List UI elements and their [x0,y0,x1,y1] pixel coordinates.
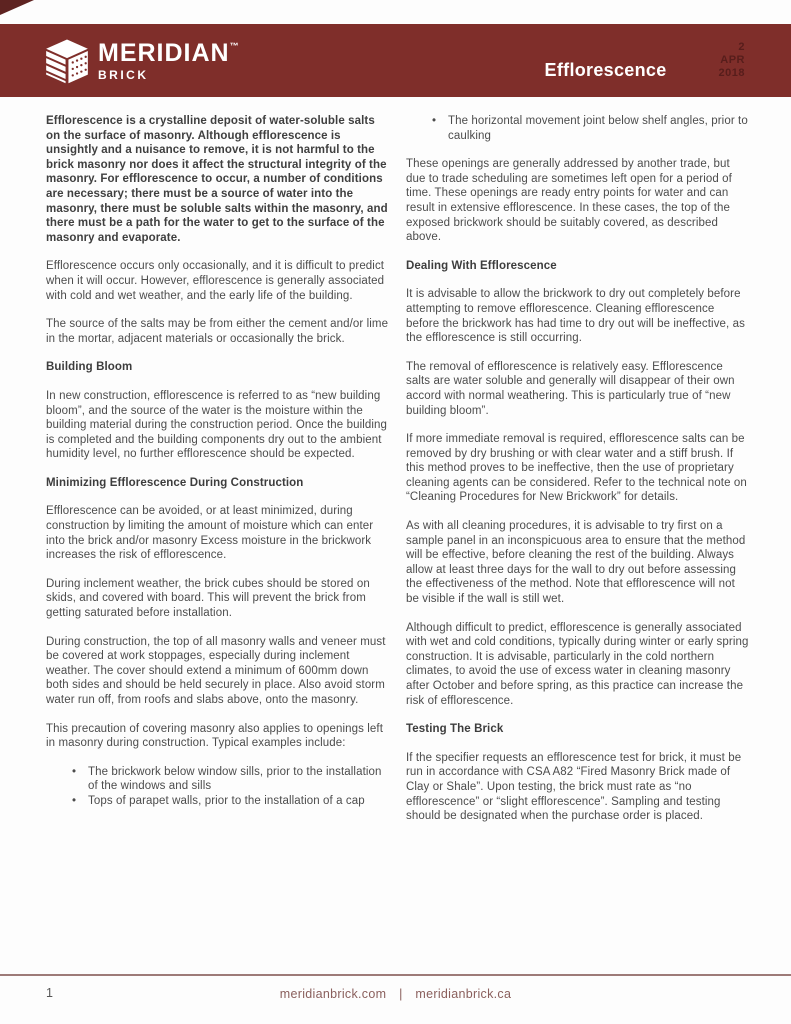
bullet-icon: • [432,115,437,127]
brick-stack-icon [44,37,90,85]
paragraph: If the specifier requests an efflorescence test for brick, it must be run in accordance with CSA A82 “Fired Masonry Brick made of Clay or Shale”. Upon testing, the brick must rate as “no efflorescence” or “slight efflorescence”. Sampling and testing should be designated when the purchase order is placed. [406,751,742,823]
date-month: APR [720,54,745,66]
paragraph: Although difficult to predict, efflorescence is generally associated with wet and cold conditions, typically during winter or early spring construction. It is advisable, particularly in the cold northern climates, to avoid the use of excess water in cleaning masonry after October and before spring, as this practice can increase the risk of efflorescence. [406,621,749,707]
list-item-text: The brickwork below window sills, prior to the installation of the windows and sills [88,765,382,793]
page-corner-artifact [0,0,34,15]
document-title: Efflorescence [544,60,667,80]
paragraph: The source of the salts may be from either the cement and/or lime in the mortar, adjacent materials or occasionally the brick. [46,318,389,345]
link-meridianbrick-com[interactable]: meridianbrick.com [279,987,387,1001]
list-item [46,765,390,794]
date-day: 2 [738,41,745,53]
paragraph: If more immediate removal is required, efflorescence salts can be removed by dry brushing or with clear water and a stiff brush. If this method proves to be ineffective, then the use of proprietary cleaning agents can be considered. Refer to the technical note on “Cleaning Procedures for New Brickwork” for details. [406,433,747,504]
brand-sub-name: BRICK [98,67,149,82]
document-body [46,114,750,838]
page-number: 1 [46,986,53,1000]
bullet-list [46,765,390,809]
paragraph: This precaution of covering masonry also applies to openings left in masonry during construction. Typical examples include: [46,722,383,750]
section-heading-building-bloom: Building Bloom [46,361,133,374]
bullet-icon: • [72,794,77,807]
section-heading-minimizing: Minimizing Efflorescence During Construction [46,476,304,489]
left-column [46,114,390,838]
paragraph: During inclement weather, the brick cubes should be stored on skids, and covered with board. This will prevent the brick from getting saturated before installation. [46,577,370,620]
document-date [719,41,745,80]
footer-divider [0,974,791,976]
paragraph: The removal of efflorescence is relatively easy. Efflorescence salts are water soluble and generally will disappear of their own accord with normal weathering. This is particularly true of “new building bloom”. [406,360,735,417]
paragraph: As with all cleaning procedures, it is advisable to try first on a sample panel in an inconspicuous area to ensure that the method will be effective, before cleaning the rest of the building. Always allow at least three days for the wall to dry out before assessing the effectiveness of the method. Note that efflorescence will not be visible if the wall is still wet. [406,520,746,606]
paragraph: Efflorescence occurs only occasionally, and it is difficult to predict when it will occur. However, efflorescence is generally associated with cold and wet weather, and the early life of the building. [46,260,385,302]
paragraph: In new construction, efflorescence is referred to as “new building bloom”, and the source of the water is the moisture within the building material during the construction period. Once the building is completed and the building components dry out to the ambient humidity level, no further efflorescence should be expected. [46,389,388,461]
paragraph: It is advisable to allow the brickwork to dry out completely before attempting to remove efflorescence. Cleaning efflorescence before the brickwork has had time to dry out will be ineffective, as the efflorescence is still occurring. [406,288,745,345]
list-item [406,114,750,143]
footer-links [0,987,791,1001]
trademark-symbol: ™ [229,40,239,51]
paragraph: These openings are generally addressed by another trade, but due to trade scheduling are sometimes left open for a period of time. These openings are ready entry points for water and can result in extensive efflorescence. In these cases, the top of the exposed brickwork should be suitably covered, as described above. [406,158,732,244]
brand-name: MERIDIAN [98,38,230,67]
list-item [46,794,390,809]
link-meridianbrick-ca[interactable]: meridianbrick.ca [415,987,512,1001]
logo-wordmark [98,38,239,82]
section-heading-testing: Testing The Brick [406,723,504,736]
paragraph: During construction, the top of all masonry walls and veneer must be covered at work stoppages, especially during inclement weather. The cover should extend a minimum of 600mm down both sides and should be held securely in place. Also avoid storm water run off, from roofs and slabs above, onto the masonry. [46,635,386,706]
section-heading-dealing: Dealing With Efflorescence [406,259,557,272]
right-column [406,114,750,838]
footer-link-separator: | [399,987,403,1001]
date-year: 2018 [718,67,745,79]
intro-paragraph: Efflorescence is a crystalline deposit of water-soluble salts on the surface of masonry. Although efflorescence is unsightly and a nuisance to remove, it is not harmful to the brick masonry nor does it affect the structural integrity of the masonry. For efflorescence to occur, a number of conditions are necessary; there must be a source of water into the masonry, there must be soluble salts within the masonry, and there must be a path for the water to get to the surface of the masonry and evaporate. [46,115,388,244]
list-item-text: Tops of parapet walls, prior to the installation of a cap [88,794,365,807]
list-item-text: The horizontal movement joint below shelf angles, prior to caulking [448,115,748,142]
meridian-brick-logo [44,37,239,85]
paragraph: Efflorescence can be avoided, or at least minimized, during construction by limiting the amount of moisture which can enter into the brick and/or masonry Excess moisture in the brickwork increases the risk of efflorescence. [46,505,374,562]
bullet-list [406,114,750,143]
bullet-icon: • [72,765,77,778]
header-bar [0,24,791,97]
